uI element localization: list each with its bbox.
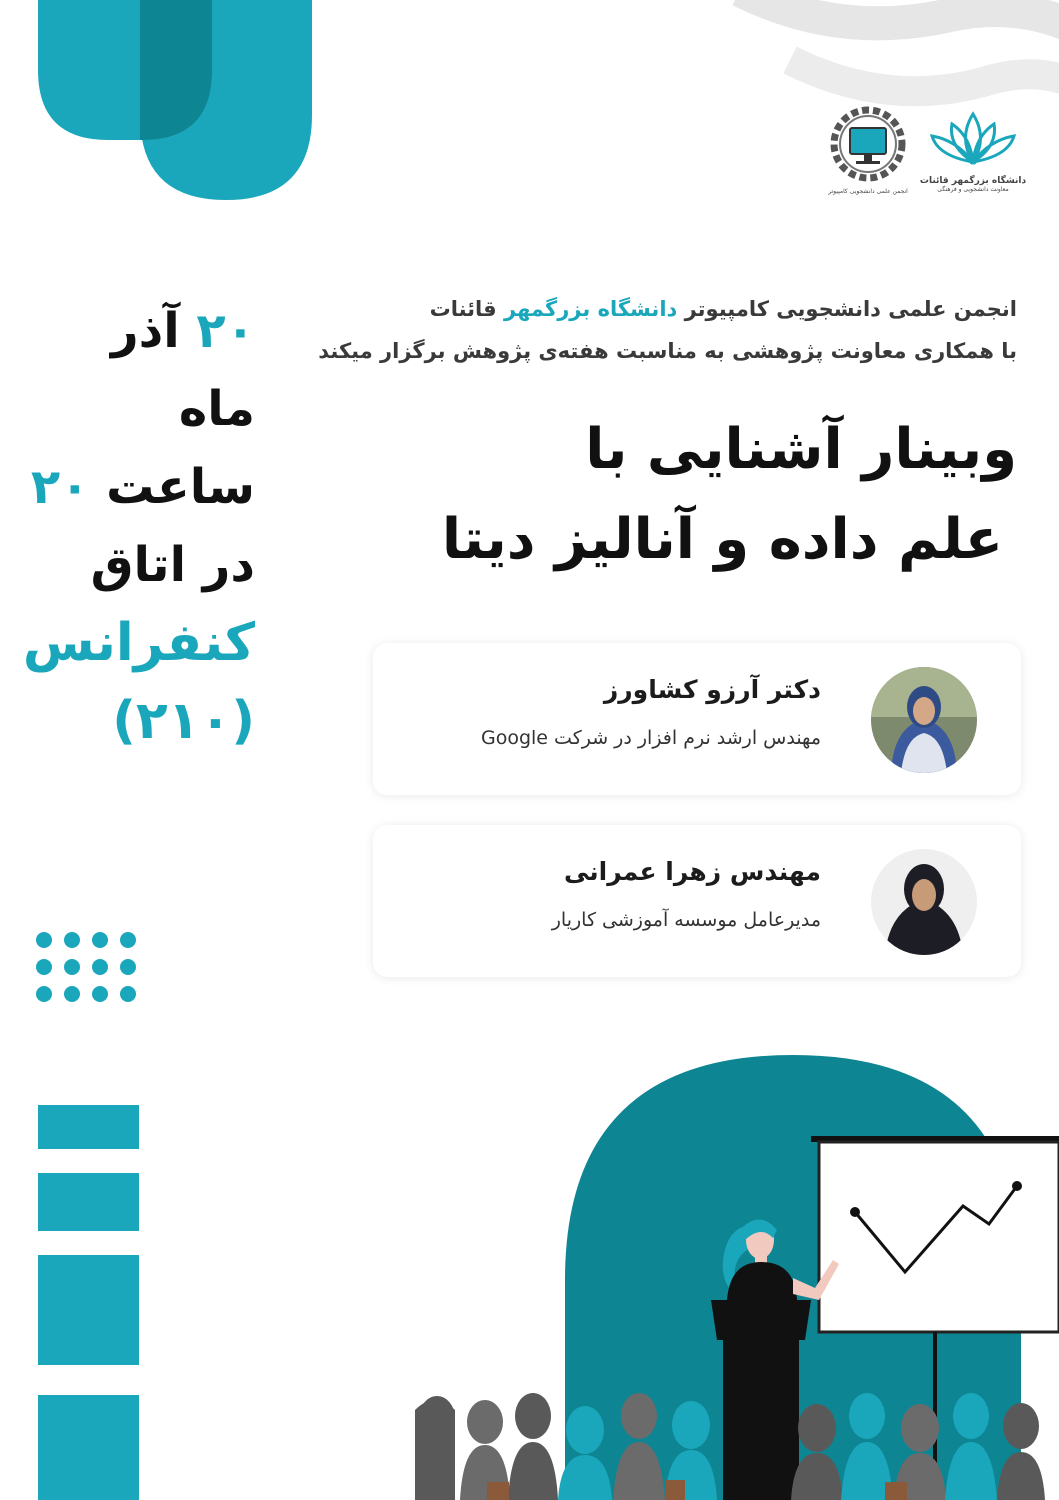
title-line-1: وبینار آشنایی با xyxy=(585,417,1017,482)
intro-city: قائنات xyxy=(429,297,497,321)
association-logo-name: انجمن علمی دانشجویی کامپیوتر xyxy=(828,188,908,195)
speaker-role: مدیرعامل موسسه آموزشی کاریار xyxy=(551,909,821,931)
university-logo-name: دانشگاه بزرگمهر قائنات xyxy=(919,176,1027,186)
event-place-prefix: در اتاق xyxy=(90,537,255,593)
lotus-icon xyxy=(918,100,1028,172)
intro-line-1 xyxy=(277,288,1017,330)
event-time-value: ۲۰ xyxy=(30,459,90,515)
event-schedule xyxy=(22,292,255,760)
speaker-name: دکتر آرزو کشاورز xyxy=(603,675,821,704)
speaker-photo xyxy=(871,667,977,773)
event-day: ۲۰ xyxy=(196,303,255,359)
computer-gear-icon xyxy=(826,104,910,184)
speaker-photo xyxy=(871,849,977,955)
speaker-name: مهندس زهرا عمرانی xyxy=(563,857,821,886)
university-logo xyxy=(918,100,1028,200)
event-date xyxy=(30,292,255,448)
association-logo xyxy=(826,104,910,200)
title-line-2: علم داده و آنالیز دیتا xyxy=(441,507,1003,572)
decorative-dots xyxy=(34,930,144,1005)
organizer-intro xyxy=(277,288,1017,372)
decorative-bars xyxy=(38,1105,140,1500)
intro-university: دانشگاه بزرگمهر xyxy=(504,297,678,321)
decorative-top-shapes xyxy=(0,0,330,210)
event-time xyxy=(30,448,255,526)
speaker-card xyxy=(373,825,1021,977)
event-month: آذر ماه xyxy=(110,303,255,437)
university-logo-sub: معاونت دانشجویی و فرهنگی xyxy=(937,186,1009,193)
speaker-card xyxy=(373,643,1021,795)
intro-line-2: با همکاری معاونت پژوهشی به مناسبت هفته‌ی پژوهش برگزار میکند xyxy=(318,339,1017,363)
event-time-label: ساعت xyxy=(106,459,255,515)
podium xyxy=(711,1300,811,1500)
intro-organizer: انجمن علمی دانشجویی کامپیوتر xyxy=(684,297,1017,321)
webinar-title xyxy=(277,405,1017,585)
speaker-role: مهندس ارشد نرم افزار در شرکت Google xyxy=(480,727,821,749)
event-room: (۲۱۰) xyxy=(112,691,255,751)
event-place: کنفرانس xyxy=(22,613,255,673)
presentation-illustration xyxy=(415,1050,1059,1500)
